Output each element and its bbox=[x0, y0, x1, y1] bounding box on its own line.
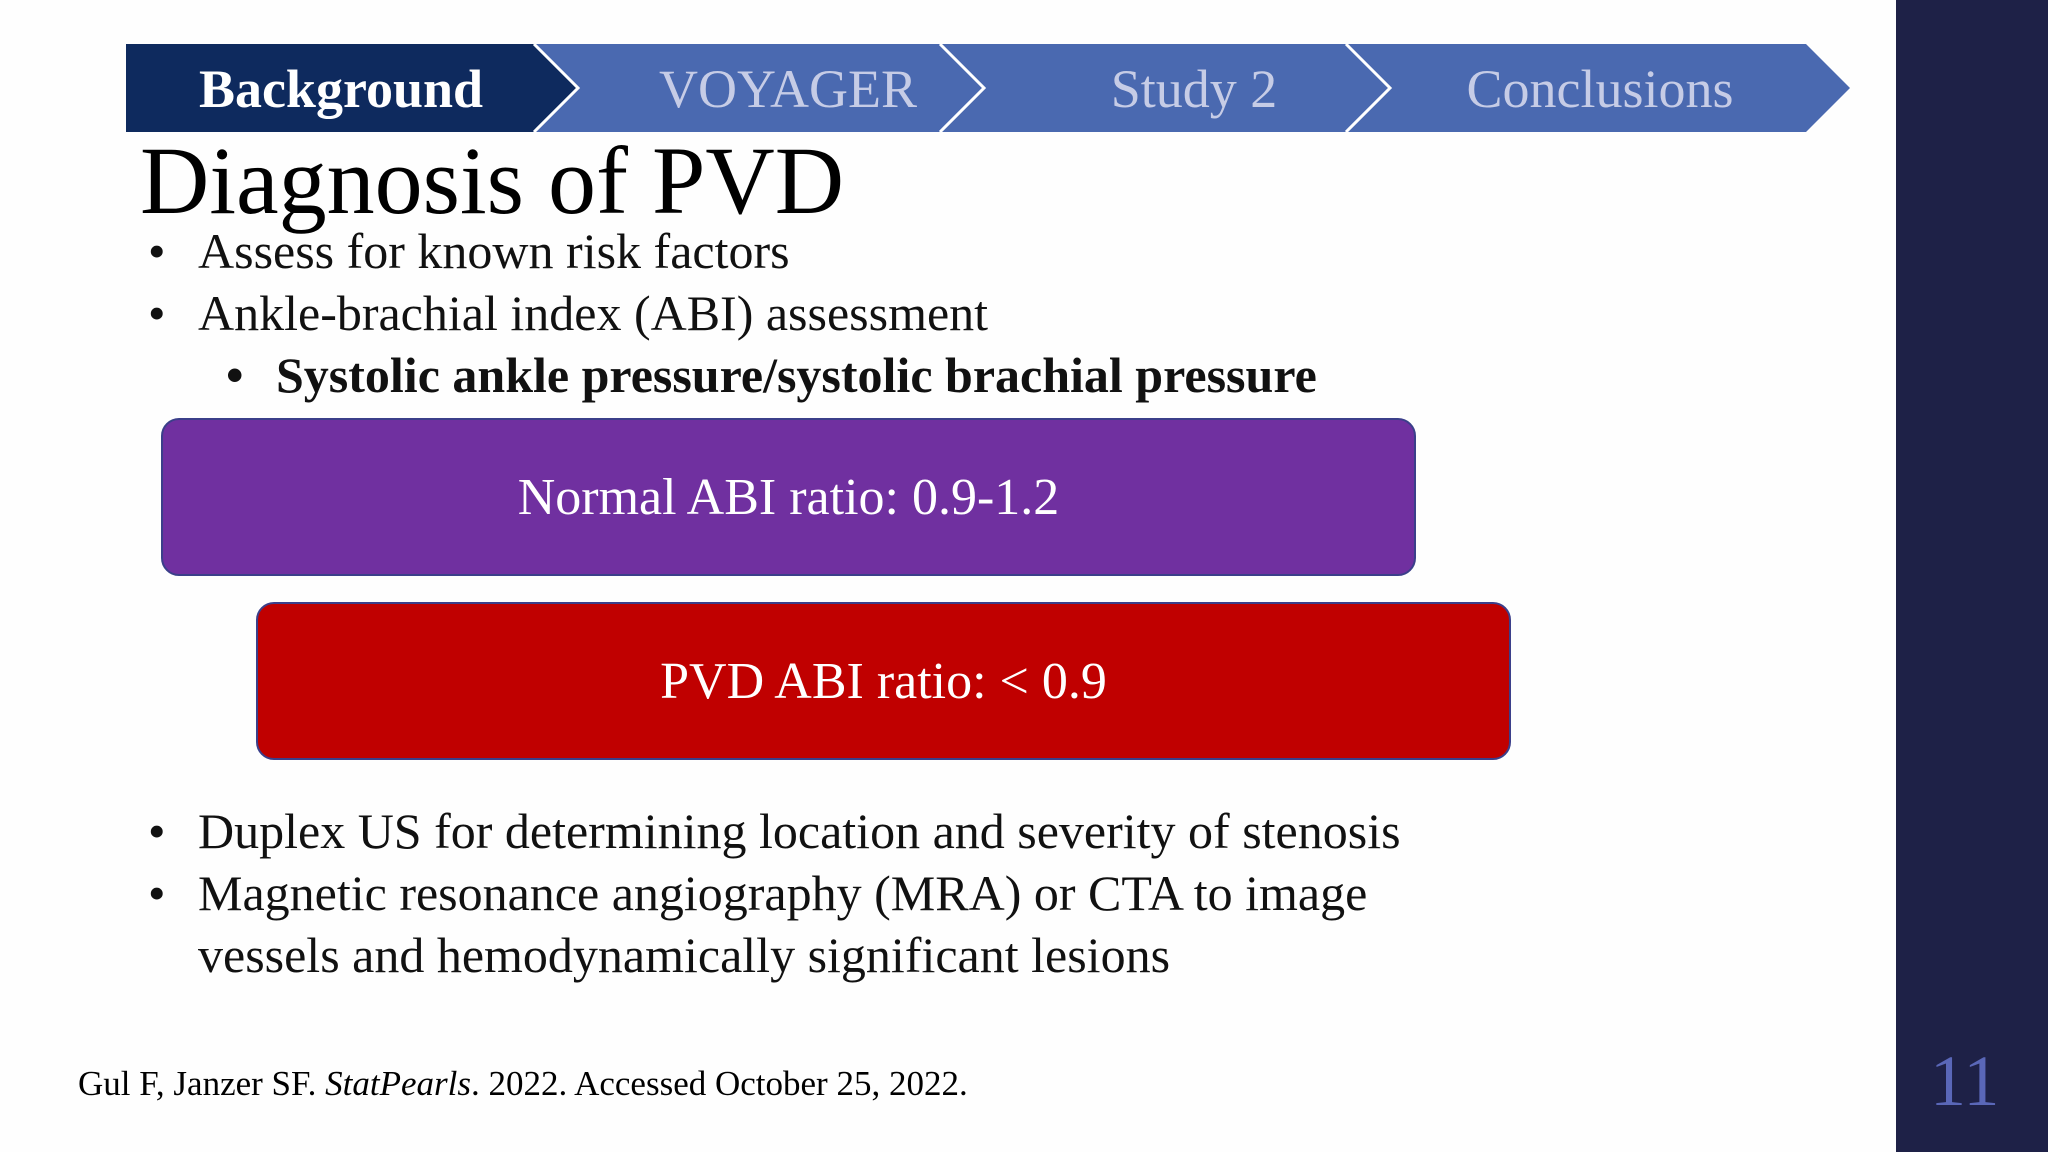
nav-tab-background[interactable]: Background bbox=[198, 59, 484, 119]
bullet-mra-cta bbox=[148, 863, 1367, 924]
pvd-abi-text: PVD ABI ratio: < 0.9 bbox=[660, 652, 1107, 710]
citation-authors: Gul F, Janzer SF. bbox=[78, 1064, 326, 1103]
right-sidebar bbox=[1896, 0, 2048, 1152]
slide-title: Diagnosis of PVD bbox=[140, 127, 845, 234]
bullet-dot: • bbox=[148, 223, 166, 279]
slide-number: 11 bbox=[1930, 1041, 2000, 1121]
normal-abi-box bbox=[161, 418, 1416, 576]
bullet-text: Assess for known risk factors bbox=[198, 223, 790, 279]
bullet-dot: • bbox=[148, 803, 166, 859]
bullet-abi-assessment bbox=[148, 283, 988, 344]
subbullet-pressure-ratio bbox=[226, 345, 1317, 406]
section-nav bbox=[0, 0, 1896, 140]
bullet-text: Magnetic resonance angiography (MRA) or CTA to image bbox=[198, 865, 1368, 921]
bullet-text: Systolic ankle pressure/systolic brachial pressure bbox=[276, 347, 1317, 403]
bullet-risk-factors bbox=[148, 221, 790, 282]
citation-journal: StatPearls bbox=[325, 1064, 471, 1103]
nav-tab-study2[interactable]: Study 2 bbox=[1110, 59, 1278, 119]
pvd-abi-box bbox=[256, 602, 1511, 760]
nav-tab-conclusions[interactable]: Conclusions bbox=[1466, 59, 1734, 119]
bullet-duplex-us bbox=[148, 801, 1401, 862]
citation bbox=[78, 1064, 968, 1104]
bullet-dot: • bbox=[226, 347, 244, 403]
bullet-text: Ankle-brachial index (ABI) assessment bbox=[198, 285, 989, 341]
citation-rest: . 2022. Accessed October 25, 2022. bbox=[471, 1064, 968, 1103]
bullet-text: vessels and hemodynamically significant lesions bbox=[198, 927, 1171, 983]
normal-abi-text: Normal ABI ratio: 0.9-1.2 bbox=[517, 468, 1060, 526]
bullet-mra-cta-continued bbox=[198, 925, 1170, 986]
bullet-text: Duplex US for determining location and severity of stenosis bbox=[198, 803, 1401, 859]
nav-tab-voyager[interactable]: VOYAGER bbox=[658, 59, 917, 119]
bullet-dot: • bbox=[148, 285, 166, 341]
bullet-dot: • bbox=[148, 865, 166, 921]
